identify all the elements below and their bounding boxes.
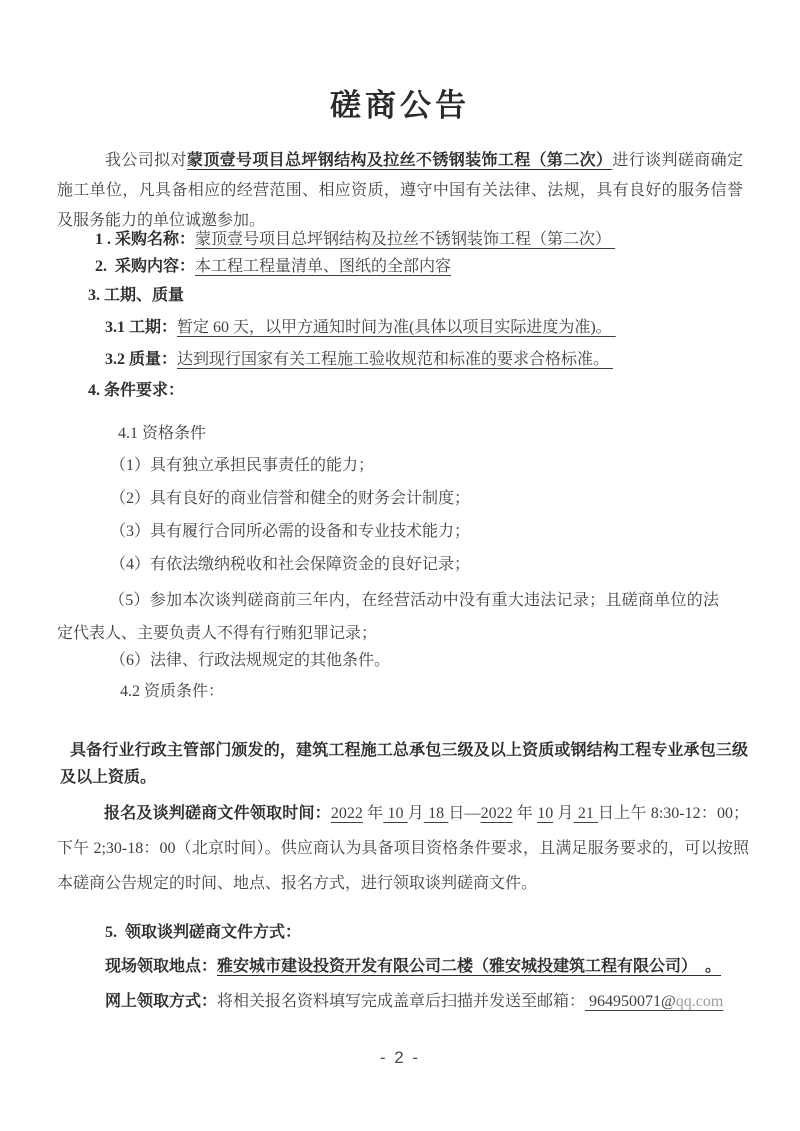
subsection-4-2-heading: 4.2 资质条件： bbox=[120, 683, 225, 700]
condition-item-6: （6）法律、行政法规规定的其他条件。 bbox=[110, 652, 391, 669]
quality-line bbox=[105, 349, 613, 371]
registration-day-2: 21 bbox=[573, 805, 599, 822]
registration-sep-1: 年 bbox=[362, 805, 384, 822]
procurement-name-value: 蒙顶壹号项目总坪钢结构及拉丝不锈钢装饰工程（第二次） bbox=[195, 231, 616, 248]
online-text: 将相关报名资料填写完成盖章后扫描并发送至邮箱： bbox=[217, 993, 586, 1010]
registration-day-1: 18 bbox=[423, 805, 449, 822]
registration-year-1: 2022 bbox=[330, 805, 363, 822]
page-number: - 2 - bbox=[379, 1048, 421, 1067]
registration-time-text: 日上午 8:30-12：00；下午 2;30-18：00（北京时间）。供应商认为具备项目资格条件要求，且满足服务要求的，可以按照本磋商公告规定的时间、地点、报名方式，进行领取谈判磋商文件。 bbox=[57, 805, 750, 892]
section-3-heading: 3. 工期、质量 bbox=[88, 287, 185, 304]
email-prefix: 964950071@ bbox=[585, 993, 676, 1010]
condition-item-4: （4）有依法缴纳税收和社会保障资金的良好记录； bbox=[110, 556, 471, 573]
quality-label: 3.2 质量： bbox=[105, 351, 178, 368]
procurement-content-value: 本工程工程量清单、图纸的全部内容 bbox=[195, 258, 452, 275]
condition-item-5: （5）参加本次谈判磋商前三年内，在经营活动中没有重大违法记录；且磋商单位的法定代表人、主要负责人不得有行贿犯罪记录； bbox=[57, 592, 719, 642]
duration-line bbox=[105, 317, 616, 339]
registration-sep-5: 月 bbox=[553, 805, 574, 822]
onsite-label: 现场领取地点： bbox=[105, 958, 218, 975]
qualification-note: 具备行业行政主管部门颁发的，建筑工程施工总承包三级及以上资质或钢结构工程专业承包三级及以上资质。 bbox=[60, 742, 748, 786]
procurement-name-label: 1 . 采购名称： bbox=[95, 231, 196, 248]
registration-sep-2: 月 bbox=[407, 805, 424, 822]
registration-year-2: 2022 bbox=[480, 805, 513, 822]
page-title: 磋商公告 bbox=[330, 88, 470, 123]
section-4-heading: 4. 条件要求： bbox=[88, 382, 185, 399]
online-label: 网上领取方式： bbox=[105, 993, 218, 1010]
registration-paragraph bbox=[57, 796, 749, 901]
intro-project-name: 蒙顶壹号项目总坪钢结构及拉丝不锈钢装饰工程（第二次） bbox=[186, 152, 613, 169]
section-5-heading: 5. 领取谈判磋商文件方式： bbox=[105, 924, 302, 941]
duration-value: 暂定 60 天，以甲方通知时间为准(具体以项目实际进度为准)。 bbox=[177, 319, 616, 336]
procurement-content-line bbox=[95, 256, 451, 278]
intro-text-post: 进行谈判磋商确定施工单位，凡具备相应的经营范围、相应资质，遵守中国有关法律、法规，具有良好的服务信誉及服务能力的单位诚邀参加。 bbox=[57, 152, 743, 229]
procurement-name-line bbox=[95, 229, 615, 251]
condition-item-1: （1）具有独立承担民事责任的能力； bbox=[110, 457, 375, 474]
online-collection-line bbox=[105, 991, 723, 1013]
registration-month-1: 10 bbox=[383, 805, 408, 822]
onsite-address: 雅安城市建设投资开发有限公司二楼（雅安城投建筑工程有限公司） 。 bbox=[217, 958, 722, 975]
registration-sep-4: 年 bbox=[512, 805, 538, 822]
duration-label: 3.1 工期： bbox=[105, 319, 178, 336]
quality-value: 达到现行国家有关工程施工验收规范和标准的要求合格标准。 bbox=[177, 351, 614, 368]
registration-label: 报名及谈判磋商文件领取时间： bbox=[104, 805, 331, 822]
registration-sep-3: 日— bbox=[448, 805, 481, 822]
onsite-collection-line bbox=[105, 956, 721, 978]
email-address bbox=[585, 993, 723, 1010]
procurement-content-label: 2. 采购内容： bbox=[95, 258, 196, 275]
intro-text-pre: 我公司拟对 bbox=[105, 152, 187, 169]
condition-item-2: （2）具有良好的商业信誉和健全的财务会计制度； bbox=[110, 490, 471, 507]
email-suffix: qq.com bbox=[675, 993, 724, 1010]
subsection-4-1-heading: 4.1 资格条件 bbox=[118, 425, 207, 442]
intro-paragraph bbox=[57, 146, 743, 236]
registration-month-2: 10 bbox=[537, 805, 554, 822]
condition-item-3: （3）具有履行合同所必需的设备和专业技术能力； bbox=[110, 523, 471, 540]
